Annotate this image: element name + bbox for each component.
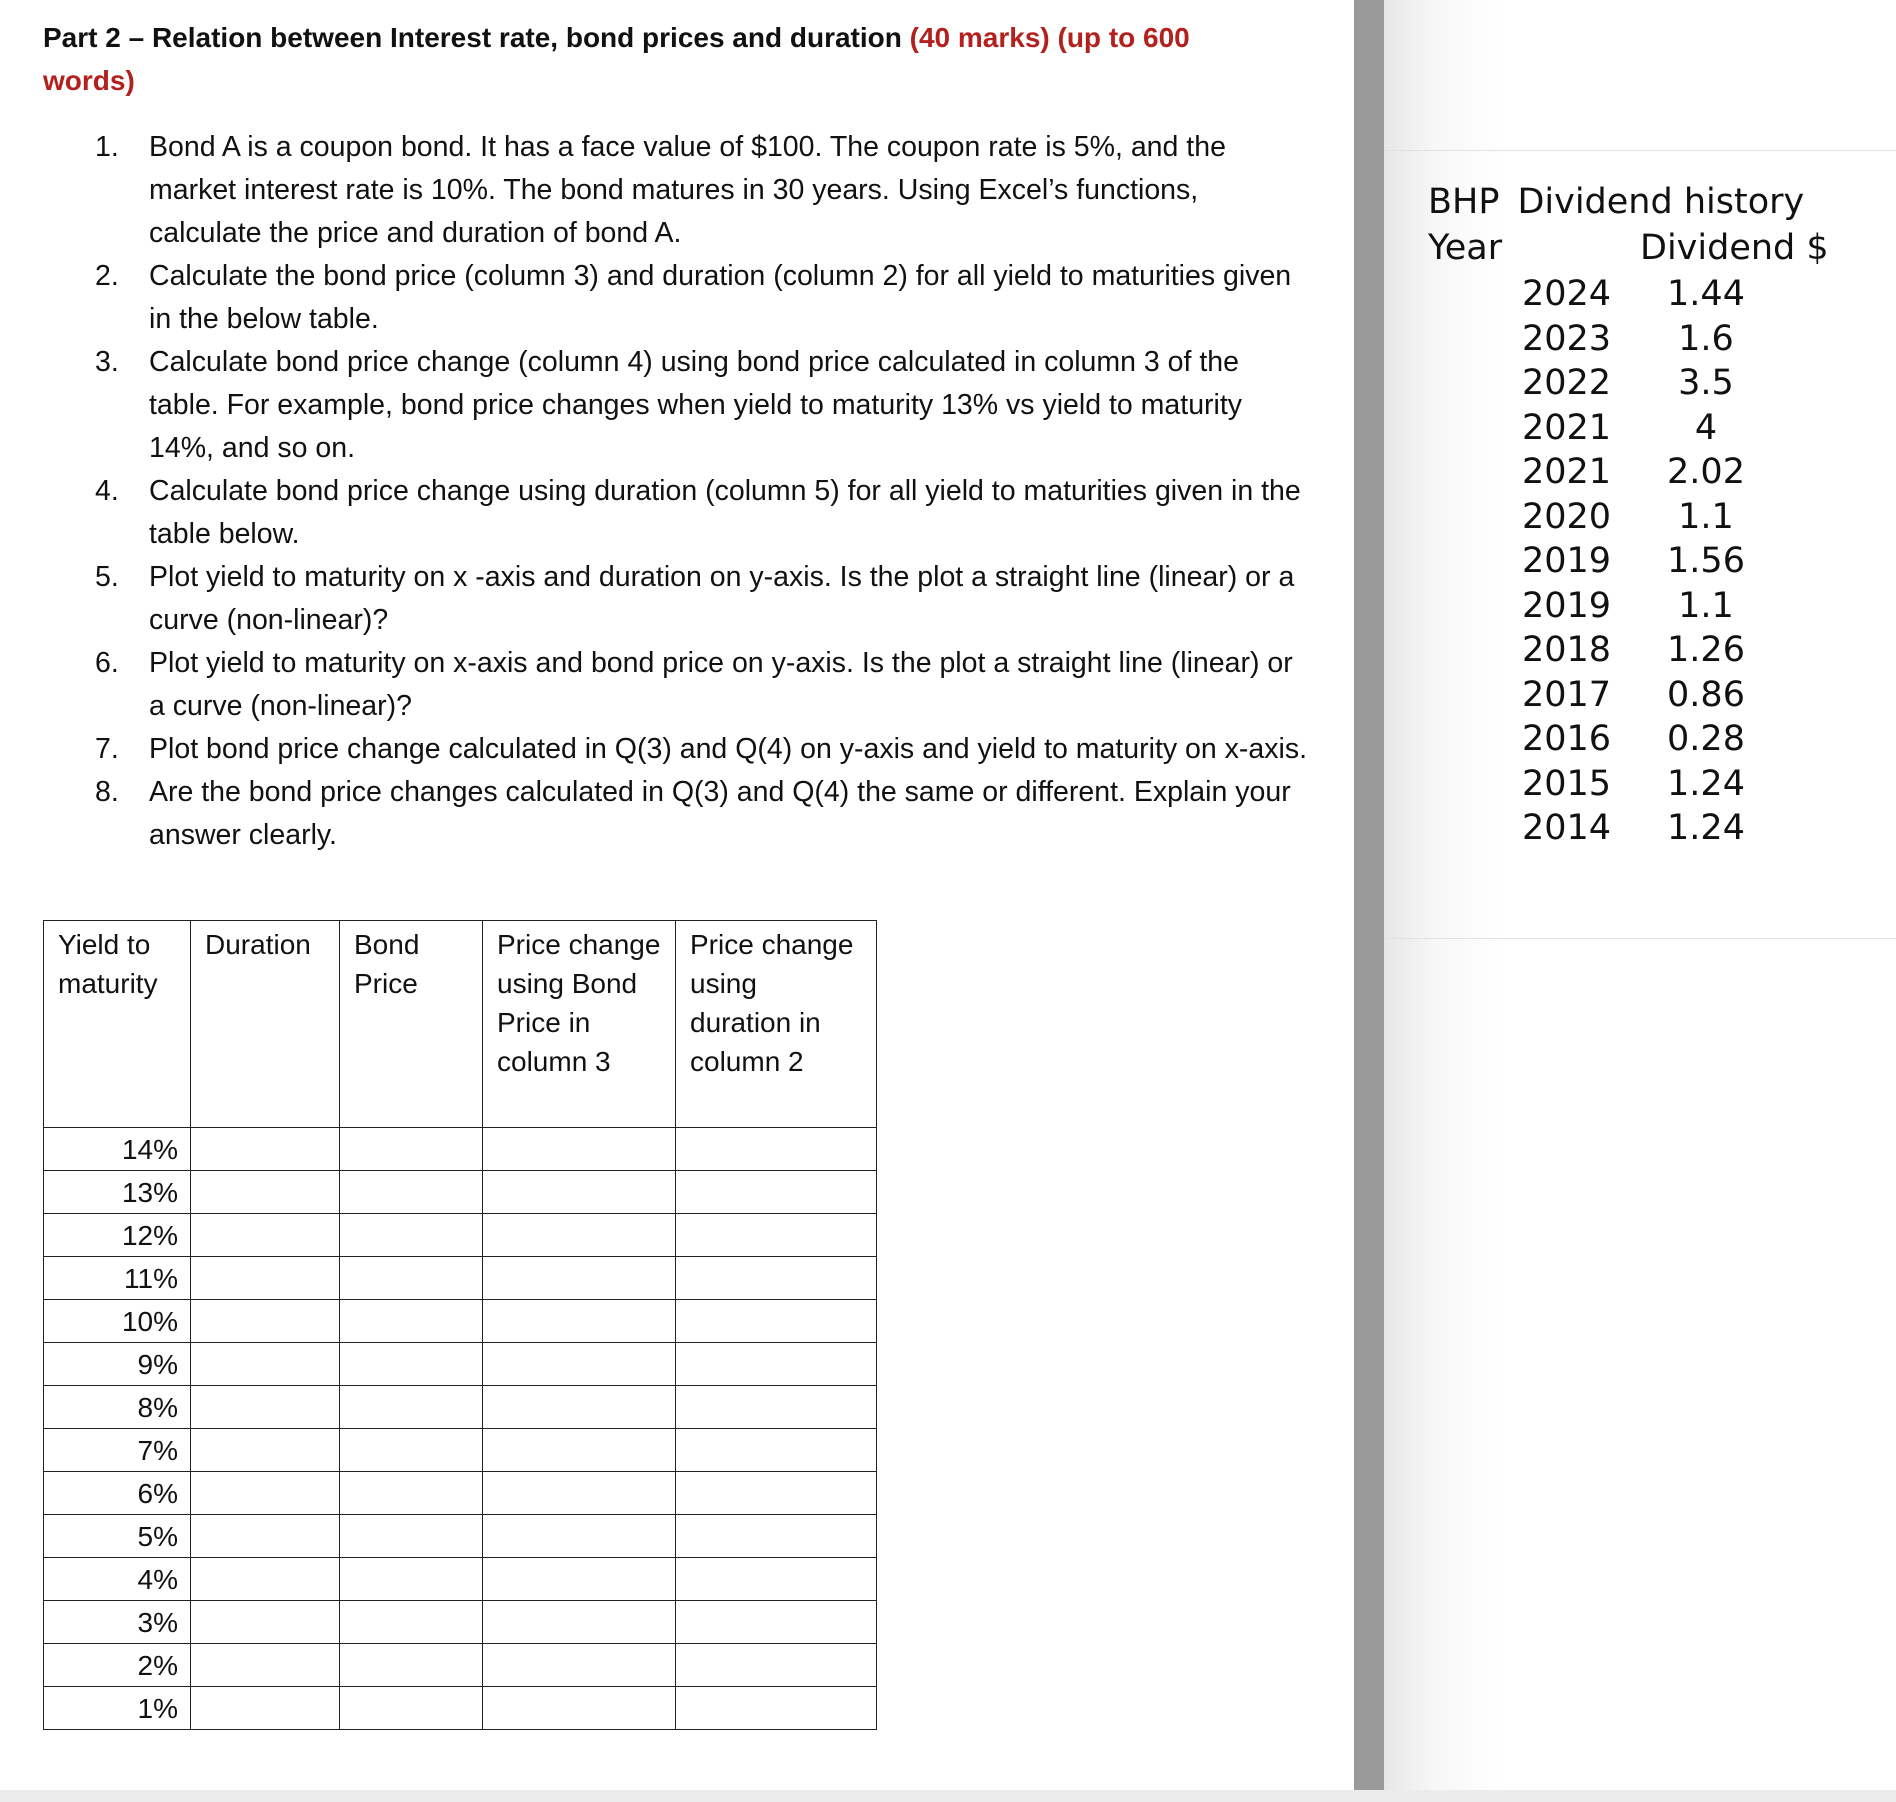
table-row	[44, 1644, 877, 1687]
header-bond-price: Bond Price	[340, 921, 483, 1128]
question-item	[95, 255, 1310, 341]
empty-cell	[340, 1257, 483, 1300]
dividend-title-company: BHP	[1428, 182, 1500, 222]
empty-cell	[191, 1644, 340, 1687]
yield-cell: 12%	[44, 1214, 191, 1257]
dividend-column-header: Dividend $	[1640, 228, 1829, 268]
table-row	[44, 1214, 877, 1257]
yield-cell: 13%	[44, 1171, 191, 1214]
empty-cell	[676, 1515, 877, 1558]
question-text: Plot bond price change calculated in Q(3) and Q(4) on y-axis and yield to maturity on x-axis.	[149, 733, 1307, 765]
empty-cell	[191, 1300, 340, 1343]
empty-cell	[191, 1386, 340, 1429]
dividend-value-cell[interactable]: 1.24	[1667, 763, 1745, 804]
dividend-value-cell[interactable]: 0.28	[1667, 719, 1745, 759]
table-row	[44, 1343, 877, 1386]
dividend-value-cell[interactable]: 1.6	[1678, 318, 1734, 359]
empty-cell	[676, 1128, 877, 1171]
table-row	[44, 1257, 877, 1300]
dividend-value-cell[interactable]: 1.26	[1667, 630, 1745, 670]
header-yield-to-maturity: Yield to maturity	[44, 921, 191, 1128]
question-number: 7.	[95, 733, 119, 765]
question-item	[95, 126, 1310, 255]
empty-cell	[676, 1601, 877, 1644]
table-row	[44, 1128, 877, 1171]
year-column-header: Year	[1428, 228, 1503, 268]
table-row	[44, 1687, 877, 1730]
dividend-value-cell[interactable]: 4	[1694, 407, 1718, 448]
dividend-value-cell[interactable]: 1.44	[1667, 274, 1745, 314]
question-list	[95, 126, 1310, 857]
empty-cell	[340, 1214, 483, 1257]
empty-cell	[191, 1214, 340, 1257]
empty-cell	[340, 1343, 483, 1386]
header-duration: Duration	[191, 921, 340, 1128]
dividend-year-cell[interactable]: 2019	[1522, 585, 1612, 626]
yield-cell: 1%	[44, 1687, 191, 1730]
empty-cell	[483, 1300, 676, 1343]
header-price-change-bond-price: Price change using Bond Price in column 3	[483, 921, 676, 1128]
dividend-year-cell[interactable]: 2021	[1522, 407, 1612, 448]
empty-cell	[483, 1386, 676, 1429]
yield-cell: 9%	[44, 1343, 191, 1386]
dividend-year-cell[interactable]: 2023	[1522, 318, 1612, 359]
dividend-value-cell[interactable]: 1.24	[1667, 808, 1745, 848]
empty-cell	[191, 1472, 340, 1515]
table-row	[44, 1472, 877, 1515]
yield-cell: 5%	[44, 1515, 191, 1558]
dividend-value-cell[interactable]: 1.1	[1678, 496, 1734, 537]
grid-line	[1384, 150, 1896, 151]
empty-cell	[191, 1515, 340, 1558]
heading-title: Part 2 – Relation between Interest rate, bond prices and duration	[43, 22, 902, 53]
question-item	[95, 642, 1310, 728]
question-text: Are the bond price changes calculated in Q(3) and Q(4) the same or different. Explain your answer clearly.	[149, 776, 1291, 851]
table-row	[44, 1429, 877, 1472]
dividend-year-cell[interactable]: 2021	[1522, 452, 1612, 492]
dividend-title	[1428, 180, 1804, 224]
question-number: 1.	[95, 131, 119, 163]
empty-cell	[191, 1601, 340, 1644]
dividend-year-cell[interactable]: 2024	[1522, 274, 1612, 314]
table-row	[44, 1601, 877, 1644]
empty-cell	[676, 1644, 877, 1687]
empty-cell	[483, 1515, 676, 1558]
empty-cell	[191, 1257, 340, 1300]
empty-cell	[483, 1257, 676, 1300]
empty-cell	[483, 1558, 676, 1601]
yield-cell: 6%	[44, 1472, 191, 1515]
empty-cell	[340, 1171, 483, 1214]
question-text: Calculate the bond price (column 3) and duration (column 2) for all yield to maturities given in the below table.	[149, 260, 1292, 335]
empty-cell	[676, 1386, 877, 1429]
empty-cell	[191, 1687, 340, 1730]
header-price-change-duration: Price change using duration in column 2	[676, 921, 877, 1128]
question-text: Plot yield to maturity on x-axis and bond price on y-axis. Is the plot a straight line (linear) or a curve (non-linear)?	[149, 647, 1293, 722]
empty-cell	[191, 1128, 340, 1171]
empty-cell	[676, 1472, 877, 1515]
empty-cell	[340, 1601, 483, 1644]
bond-table	[43, 920, 877, 1730]
empty-cell	[340, 1687, 483, 1730]
dividend-value-cell[interactable]: 0.86	[1667, 674, 1745, 715]
empty-cell	[340, 1128, 483, 1171]
empty-cell	[340, 1429, 483, 1472]
window-divider	[1354, 0, 1384, 1802]
table-row	[44, 1300, 877, 1343]
question-number: 3.	[95, 346, 119, 378]
section-heading	[43, 16, 1263, 102]
dividend-value-cell[interactable]: 2.02	[1667, 452, 1745, 492]
empty-cell	[483, 1343, 676, 1386]
dividend-year-cell[interactable]: 2020	[1522, 496, 1612, 537]
yield-cell: 11%	[44, 1257, 191, 1300]
table-row	[44, 1171, 877, 1214]
empty-cell	[676, 1687, 877, 1730]
yield-cell: 3%	[44, 1601, 191, 1644]
empty-cell	[340, 1558, 483, 1601]
yield-cell: 7%	[44, 1429, 191, 1472]
dividend-year-cell[interactable]: 2014	[1522, 808, 1612, 848]
empty-cell	[340, 1472, 483, 1515]
question-item	[95, 556, 1310, 642]
table-row	[44, 1386, 877, 1429]
question-item	[95, 341, 1310, 470]
heading-marks: (40 marks) (up to 600 words)	[43, 22, 1190, 96]
bottom-strip	[0, 1790, 1896, 1802]
empty-cell	[340, 1644, 483, 1687]
dividend-year-cell[interactable]: 2018	[1522, 630, 1612, 670]
empty-cell	[676, 1429, 877, 1472]
empty-cell	[676, 1300, 877, 1343]
empty-cell	[676, 1171, 877, 1214]
dividend-year-cell[interactable]: 2019	[1522, 541, 1612, 581]
question-text: Calculate bond price change (column 4) using bond price calculated in column 3 of the table. For example, bond price changes when yield to maturity 13% vs yield to maturity 14%, and so on.	[149, 346, 1243, 464]
table-row	[44, 1558, 877, 1601]
empty-cell	[483, 1687, 676, 1730]
empty-cell	[676, 1257, 877, 1300]
empty-cell	[483, 1472, 676, 1515]
question-number: 4.	[95, 475, 119, 507]
empty-cell	[191, 1171, 340, 1214]
empty-cell	[340, 1300, 483, 1343]
question-item	[95, 470, 1310, 556]
question-number: 6.	[95, 647, 119, 679]
empty-cell	[676, 1343, 877, 1386]
yield-cell: 8%	[44, 1386, 191, 1429]
question-number: 2.	[95, 260, 119, 292]
question-item	[95, 728, 1310, 771]
table-header-row	[44, 921, 877, 1128]
table-row	[44, 1515, 877, 1558]
empty-cell	[676, 1558, 877, 1601]
yield-cell: 10%	[44, 1300, 191, 1343]
yield-cell: 2%	[44, 1644, 191, 1687]
empty-cell	[483, 1128, 676, 1171]
empty-cell	[483, 1171, 676, 1214]
empty-cell	[483, 1644, 676, 1687]
yield-cell: 14%	[44, 1128, 191, 1171]
dividend-year-cell[interactable]: 2016	[1522, 719, 1612, 759]
dividend-value-cell[interactable]: 1.56	[1667, 541, 1745, 581]
empty-cell	[483, 1214, 676, 1257]
yield-cell: 4%	[44, 1558, 191, 1601]
empty-cell	[191, 1558, 340, 1601]
dividend-title-text: Dividend history	[1517, 182, 1805, 222]
empty-cell	[676, 1214, 877, 1257]
dividend-value-cell[interactable]: 3.5	[1678, 363, 1734, 403]
question-number: 8.	[95, 776, 119, 808]
grid-line	[1384, 938, 1896, 939]
dividend-year-cell[interactable]: 2017	[1522, 674, 1612, 715]
question-text: Bond A is a coupon bond. It has a face value of $100. The coupon rate is 5%, and the market interest rate is 10%. The bond matures in 30 years. Using Excel’s functions, calculate the price and duration of bond A.	[149, 131, 1226, 249]
empty-cell	[483, 1429, 676, 1472]
question-text: Calculate bond price change using duration (column 5) for all yield to maturities given in the table below.	[149, 475, 1301, 550]
empty-cell	[191, 1429, 340, 1472]
question-number: 5.	[95, 561, 119, 593]
dividend-year-cell[interactable]: 2015	[1522, 763, 1612, 804]
empty-cell	[340, 1386, 483, 1429]
dividend-year-cell[interactable]: 2022	[1522, 363, 1612, 403]
empty-cell	[340, 1515, 483, 1558]
empty-cell	[483, 1601, 676, 1644]
dividend-value-cell[interactable]: 1.1	[1678, 585, 1734, 626]
empty-cell	[191, 1343, 340, 1386]
question-item	[95, 771, 1310, 857]
question-text: Plot yield to maturity on x -axis and duration on y-axis. Is the plot a straight line (linear) or a curve (non-linear)?	[149, 561, 1295, 636]
spreadsheet-pane	[1384, 0, 1896, 1802]
